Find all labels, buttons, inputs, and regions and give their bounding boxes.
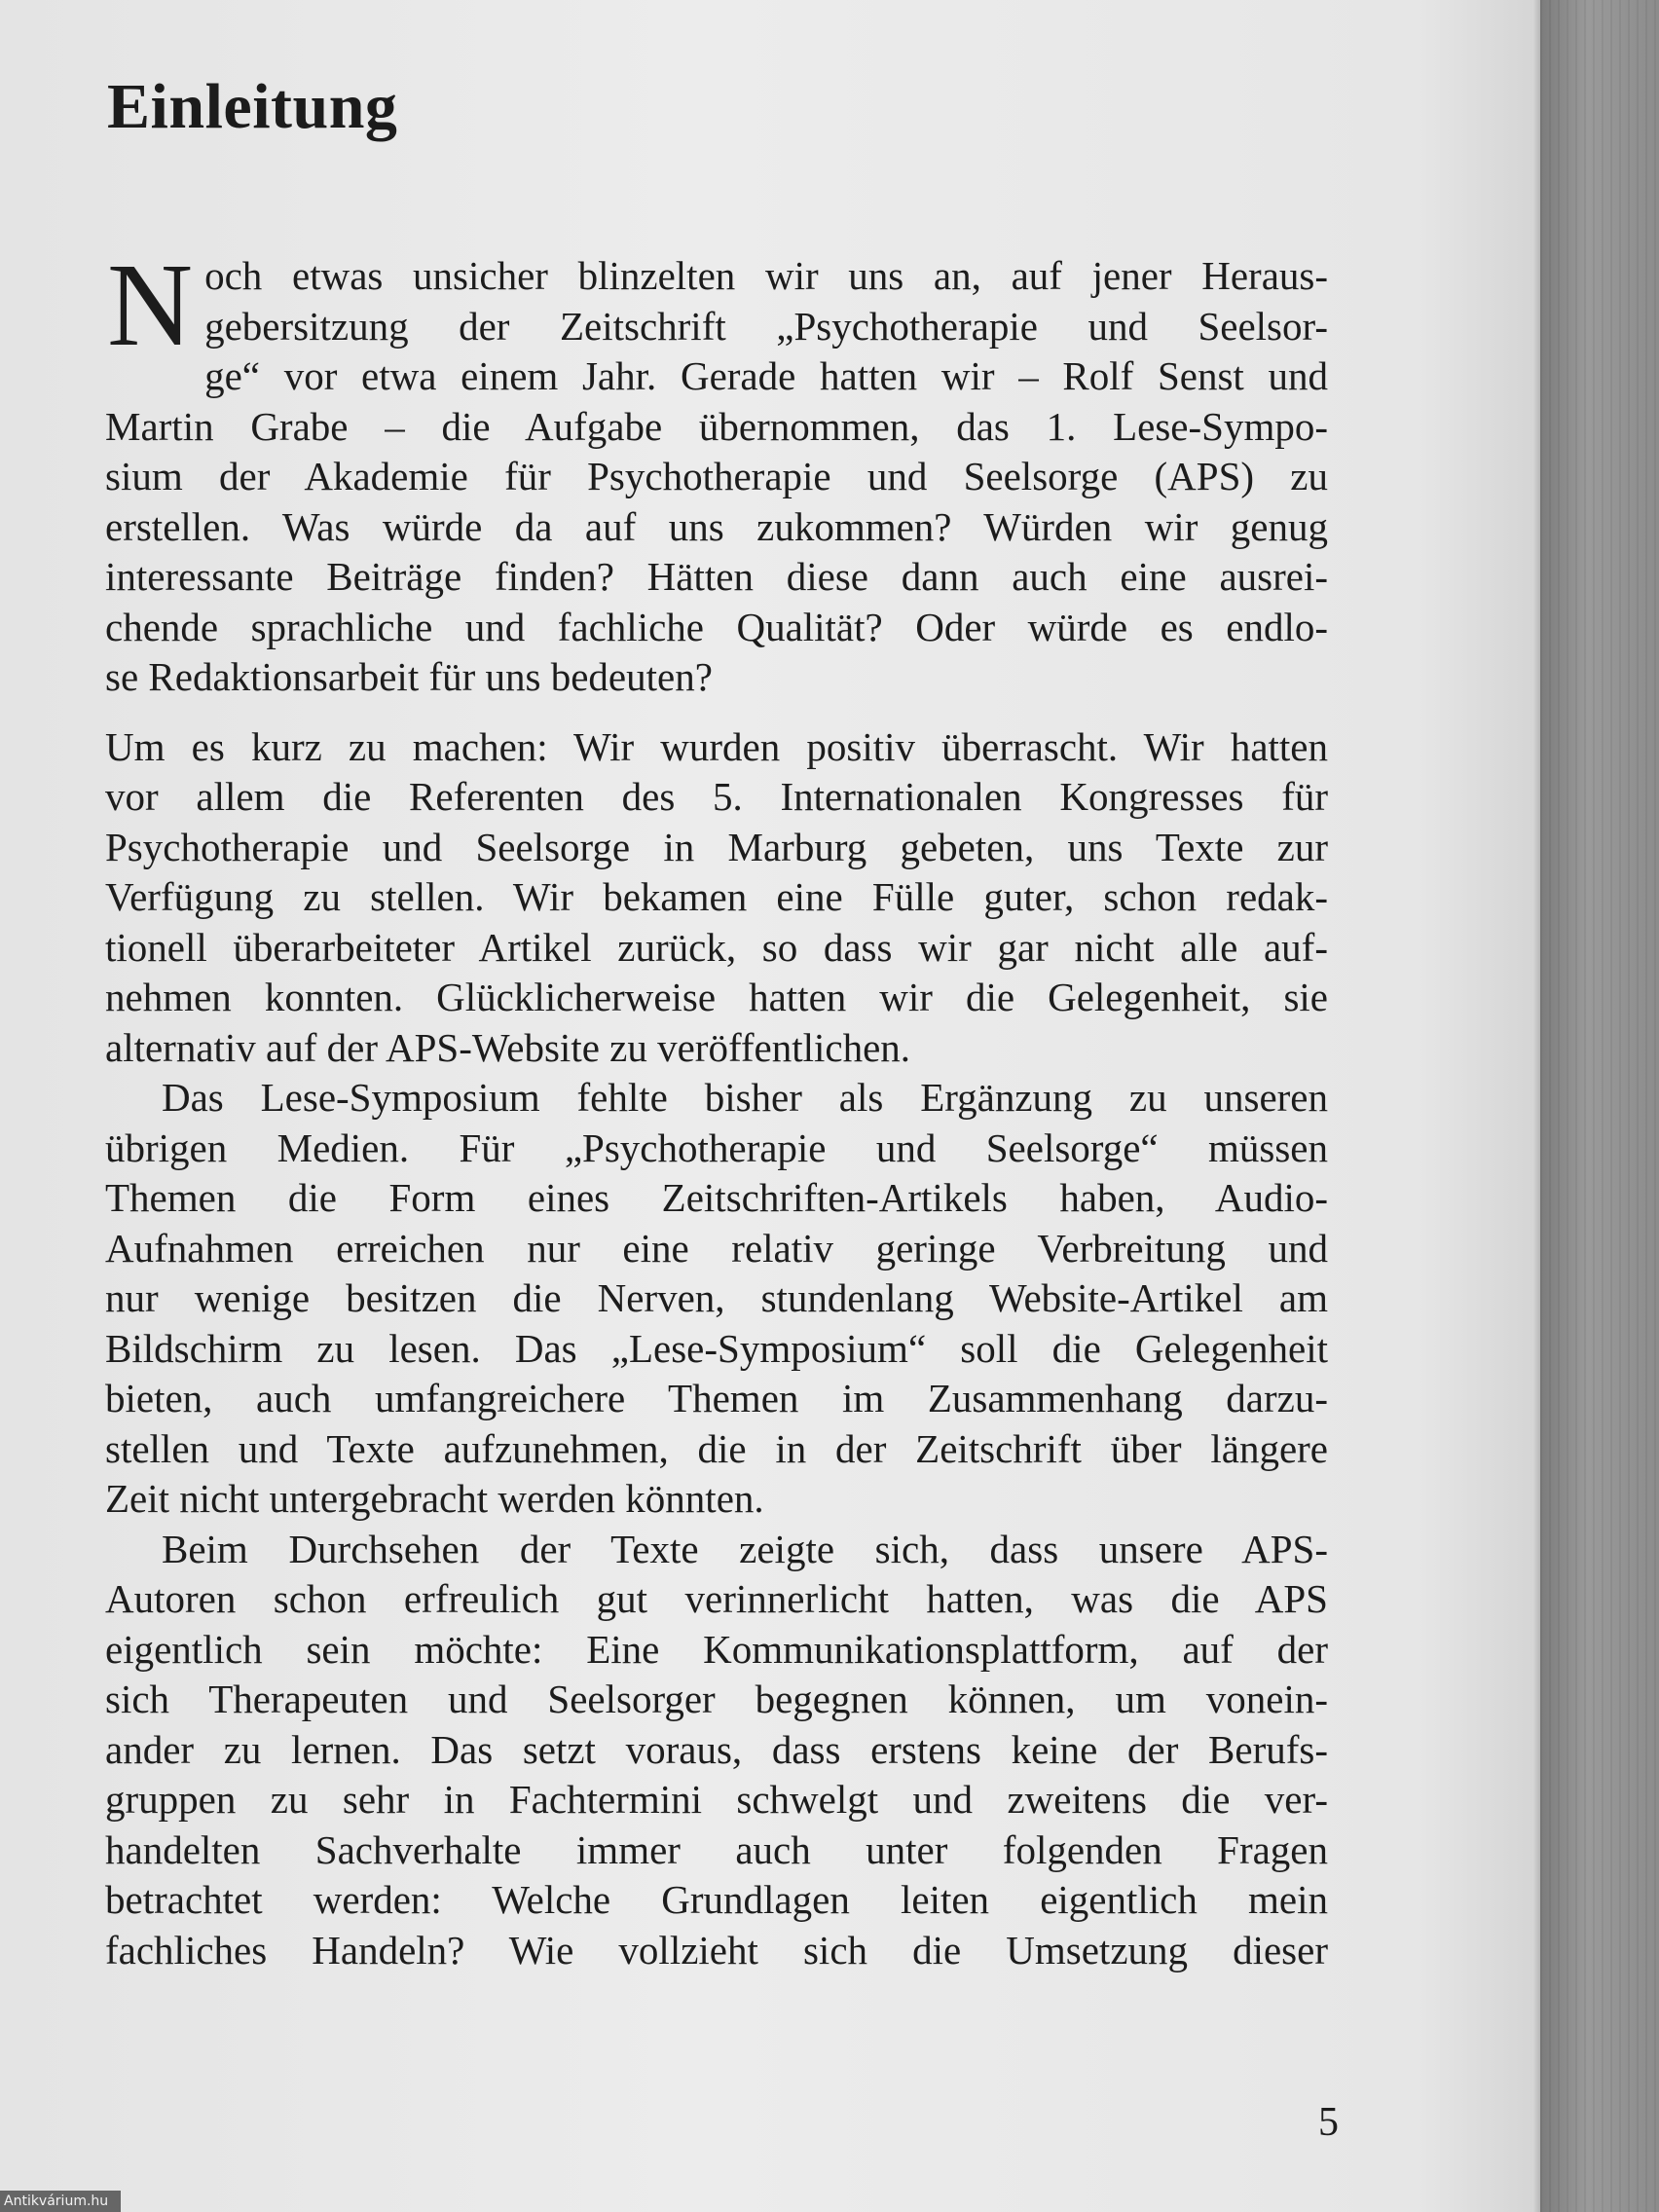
text-line: stellen und Texte aufzunehmen, die in der Zeitschrift über längere [105, 1425, 1328, 1471]
text-line: Aufnahmen erreichen nur eine relativ geringe Verbreitung und [105, 1225, 1328, 1271]
text-line: tionell überarbeiteter Artikel zurück, so dass wir gar nicht alle auf- [105, 924, 1328, 970]
text-line: Bildschirm zu lesen. Das „Lese-Symposium“ soll die Gelegenheit [105, 1325, 1328, 1371]
text-line: erstellen. Was würde da auf uns zukommen? Würden wir genug [105, 503, 1328, 549]
watermark-credit: Antikvárium.hu [0, 2191, 121, 2212]
text-line: sium der Akademie für Psychotherapie und Seelsorge (APS) zu [105, 454, 1328, 498]
text-line: gruppen zu sehr in Fachtermini schwelgt und zweitens die ver- [105, 1777, 1328, 1822]
text-line: Martin Grabe – die Aufgabe übernommen, das 1. Lese-Sympo- [105, 403, 1328, 449]
text-line: ander zu lernen. Das setzt voraus, dass erstens keine der Berufs- [105, 1726, 1328, 1772]
paragraph-1 [105, 240, 1328, 703]
text-line: Um es kurz zu machen: Wir wurden positiv überrascht. Wir hatten [105, 723, 1328, 769]
text-line: betrachtet werden: Welche Grundlagen leiten eigentlich mein [105, 1877, 1328, 1922]
page-number: 5 [1318, 2100, 1339, 2145]
text-line: handelten Sachverhalte immer auch unter folgenden Fragen [105, 1826, 1328, 1872]
text-line: Themen die Form eines Zeitschriften-Artikels haben, Audio- [105, 1175, 1328, 1220]
text-line: Beim Durchsehen der Texte zeigte sich, dass unsere APS- [162, 1526, 1328, 1571]
drop-cap: N [107, 240, 194, 371]
text-line: Psychotherapie und Seelsorge in Marburg gebeten, uns Texte zur [105, 824, 1328, 869]
text-line: se Redaktionsarbeit für uns bedeuten? [105, 654, 713, 699]
background-surface [1540, 0, 1659, 2212]
text-line: vor allem die Referenten des 5. Internationalen Kongresses für [105, 774, 1328, 819]
text-line: chende sprachliche und fachliche Qualität? Oder würde es endlo- [105, 604, 1328, 649]
text-line: interessante Beiträge finden? Hätten diese dann auch eine ausrei- [105, 554, 1328, 599]
text-line: eigentlich sein möchte: Eine Kommunikationsplattform, auf der [105, 1626, 1328, 1672]
text-line: übrigen Medien. Für „Psychotherapie und Seelsorge“ müssen [105, 1124, 1328, 1170]
chapter-heading: Einleitung [107, 71, 398, 142]
text-line: och etwas unsicher blinzelten wir uns an, auf jener Heraus- [204, 253, 1328, 298]
text-line: ge“ vor etwa einem Jahr. Gerade hatten wir – Rolf Senst und [204, 353, 1328, 398]
text-line: Das Lese-Symposium fehlte bisher als Ergänzung zu unseren [162, 1075, 1328, 1120]
text-line: sich Therapeuten und Seelsorger begegnen können, um vonein- [105, 1677, 1328, 1721]
body-text [105, 240, 1328, 1975]
text-line: bieten, auch umfangreichere Themen im Zusammenhang darzu- [105, 1376, 1328, 1420]
paragraph-4 [105, 1525, 1328, 1976]
text-line: Zeit nicht untergebracht werden könnten. [105, 1476, 764, 1521]
paragraph-2 [105, 722, 1328, 1074]
text-line: nur wenige besitzen die Nerven, stundenlang Website-Artikel am [105, 1275, 1328, 1320]
text-line: Autoren schon erfreulich gut verinnerlicht hatten, was die APS [105, 1576, 1328, 1621]
text-line: gebersitzung der Zeitschrift „Psychotherapie und Seelsor- [204, 303, 1328, 349]
text-line: Verfügung zu stellen. Wir bekamen eine Fülle guter, schon redak- [105, 874, 1328, 919]
paragraph-3 [105, 1073, 1328, 1525]
text-line: nehmen konnten. Glücklicherweise hatten wir die Gelegenheit, sie [105, 975, 1328, 1019]
text-line: alternativ auf der APS-Website zu veröffentlichen. [105, 1024, 911, 1070]
text-line: fachliches Handeln? Wie vollzieht sich die Umsetzung dieser [105, 1927, 1328, 1972]
